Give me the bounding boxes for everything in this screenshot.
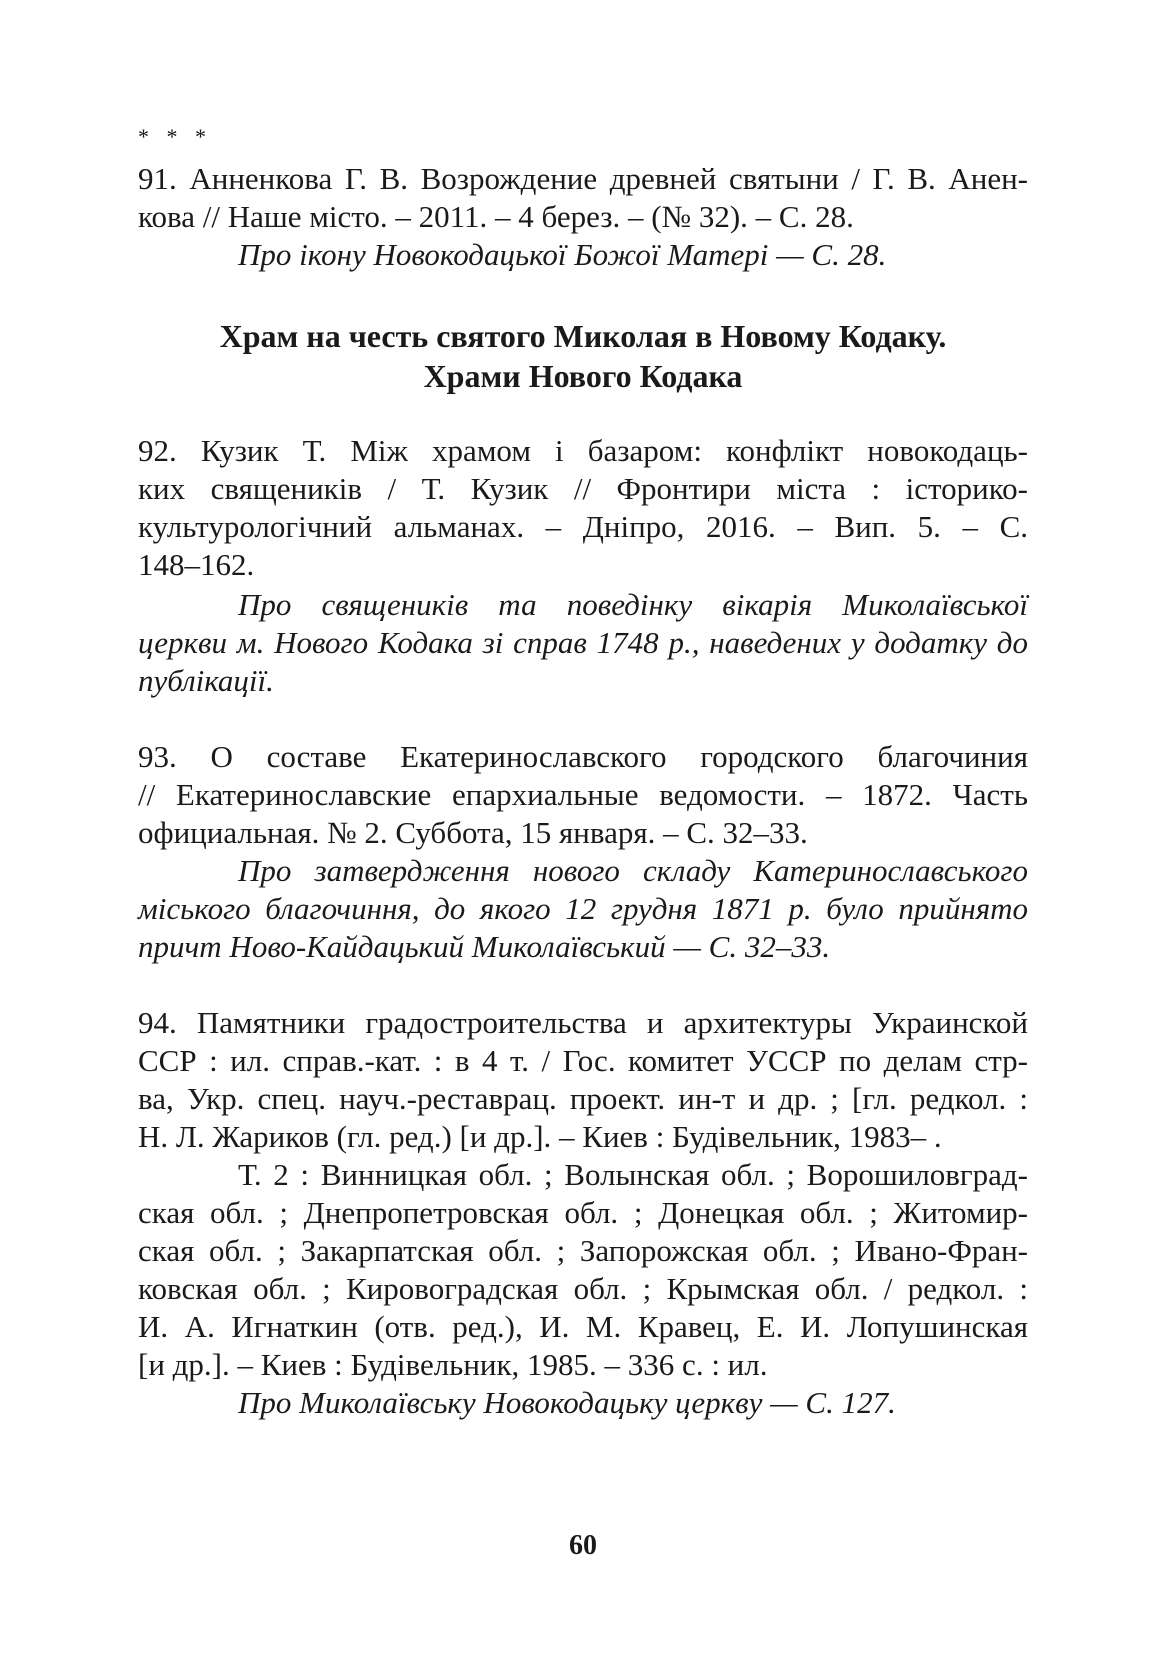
entry-line: 93. О составе Екатеринославского городского благочиния bbox=[138, 739, 1028, 774]
entry-line: культурологічний альманах. – Дніпро, 2016. – Вип. 5. – С. bbox=[138, 509, 1028, 544]
entry-line: 94. Памятники градостроительства и архитектуры Украинской bbox=[138, 1005, 1028, 1040]
entry-line: // Екатеринославские епархиальные ведомости. – 1872. Часть bbox=[138, 777, 1028, 812]
entry-line: ких священиків / Т. Кузик // Фронтири міста : історико- bbox=[138, 471, 1028, 506]
entry-line: кова // Наше місто. – 2011. – 4 берез. – (№ 32). – С. 28. bbox=[138, 199, 854, 234]
entry-volume-line: И. А. Игнаткин (отв. ред.), И. М. Кравец, Е. И. Лопушинская bbox=[138, 1309, 1028, 1344]
entry-line: ССР : ил. справ.-кат. : в 4 т. / Гос. комитет УССР по делам стр- bbox=[138, 1043, 1028, 1078]
section-separator-stars: * * * bbox=[138, 124, 212, 149]
entry-line: 148–162. bbox=[138, 547, 255, 582]
entry-annotation: Про ікону Новокодацької Божої Матері — С. 28. bbox=[238, 237, 887, 272]
entry-line: 92. Кузик Т. Між храмом і базаром: конфлікт новокодаць- bbox=[138, 433, 1028, 468]
text-column-lower bbox=[138, 0, 1028, 1654]
entry-volume-line: ская обл. ; Днепропетровская обл. ; Донецкая обл. ; Житомир- bbox=[138, 1195, 1028, 1230]
entry-volume-line: ковская обл. ; Кировоградская обл. ; Крымская обл. / редкол. : bbox=[138, 1271, 1028, 1306]
entry-annotation: міського благочиння, до якого 12 грудня 1871 р. було прийнято bbox=[138, 891, 1028, 926]
entry-annotation: церкви м. Нового Кодака зі справ 1748 р., наведених у додатку до bbox=[138, 625, 1028, 660]
entry-annotation: причт Ново-Кайдацький Миколаївський — С. 32–33. bbox=[138, 929, 831, 964]
page-number: 60 bbox=[569, 1530, 597, 1561]
entry-volume-line: Т. 2 : Винницкая обл. ; Волынская обл. ; Ворошиловград- bbox=[238, 1157, 1028, 1192]
entry-volume-line: [и др.]. – Киев : Будівельник, 1985. – 336 с. : ил. bbox=[138, 1347, 768, 1382]
entry-annotation: публікації. bbox=[138, 663, 274, 698]
entry-annotation: Про священиків та поведінку вікарія Миколаївської bbox=[238, 587, 1028, 622]
entry-annotation: Про Миколаївську Новокодацьку церкву — С. 127. bbox=[238, 1385, 896, 1420]
entry-annotation: Про затвердження нового складу Катеринославського bbox=[238, 853, 1028, 888]
entry-line: официальная. № 2. Суббота, 15 января. – С. 32–33. bbox=[138, 815, 808, 850]
entry-volume-line: ская обл. ; Закарпатская обл. ; Запорожская обл. ; Ивано-Фран- bbox=[138, 1233, 1028, 1268]
section-heading-line-1: Храм на честь святого Миколая в Новому Кодаку. bbox=[219, 318, 947, 354]
section-heading-line-2: Храми Нового Кодака bbox=[423, 358, 743, 394]
entry-line: ва, Укр. спец. науч.-реставрац. проект. ин-т и др. ; [гл. редкол. : bbox=[138, 1081, 1028, 1116]
entry-line: Н. Л. Жариков (гл. ред.) [и др.]. – Киев : Будівельник, 1983– . bbox=[138, 1119, 942, 1154]
entry-line: 91. Анненкова Г. В. Возрождение древней святыни / Г. В. Анен- bbox=[138, 161, 1028, 196]
